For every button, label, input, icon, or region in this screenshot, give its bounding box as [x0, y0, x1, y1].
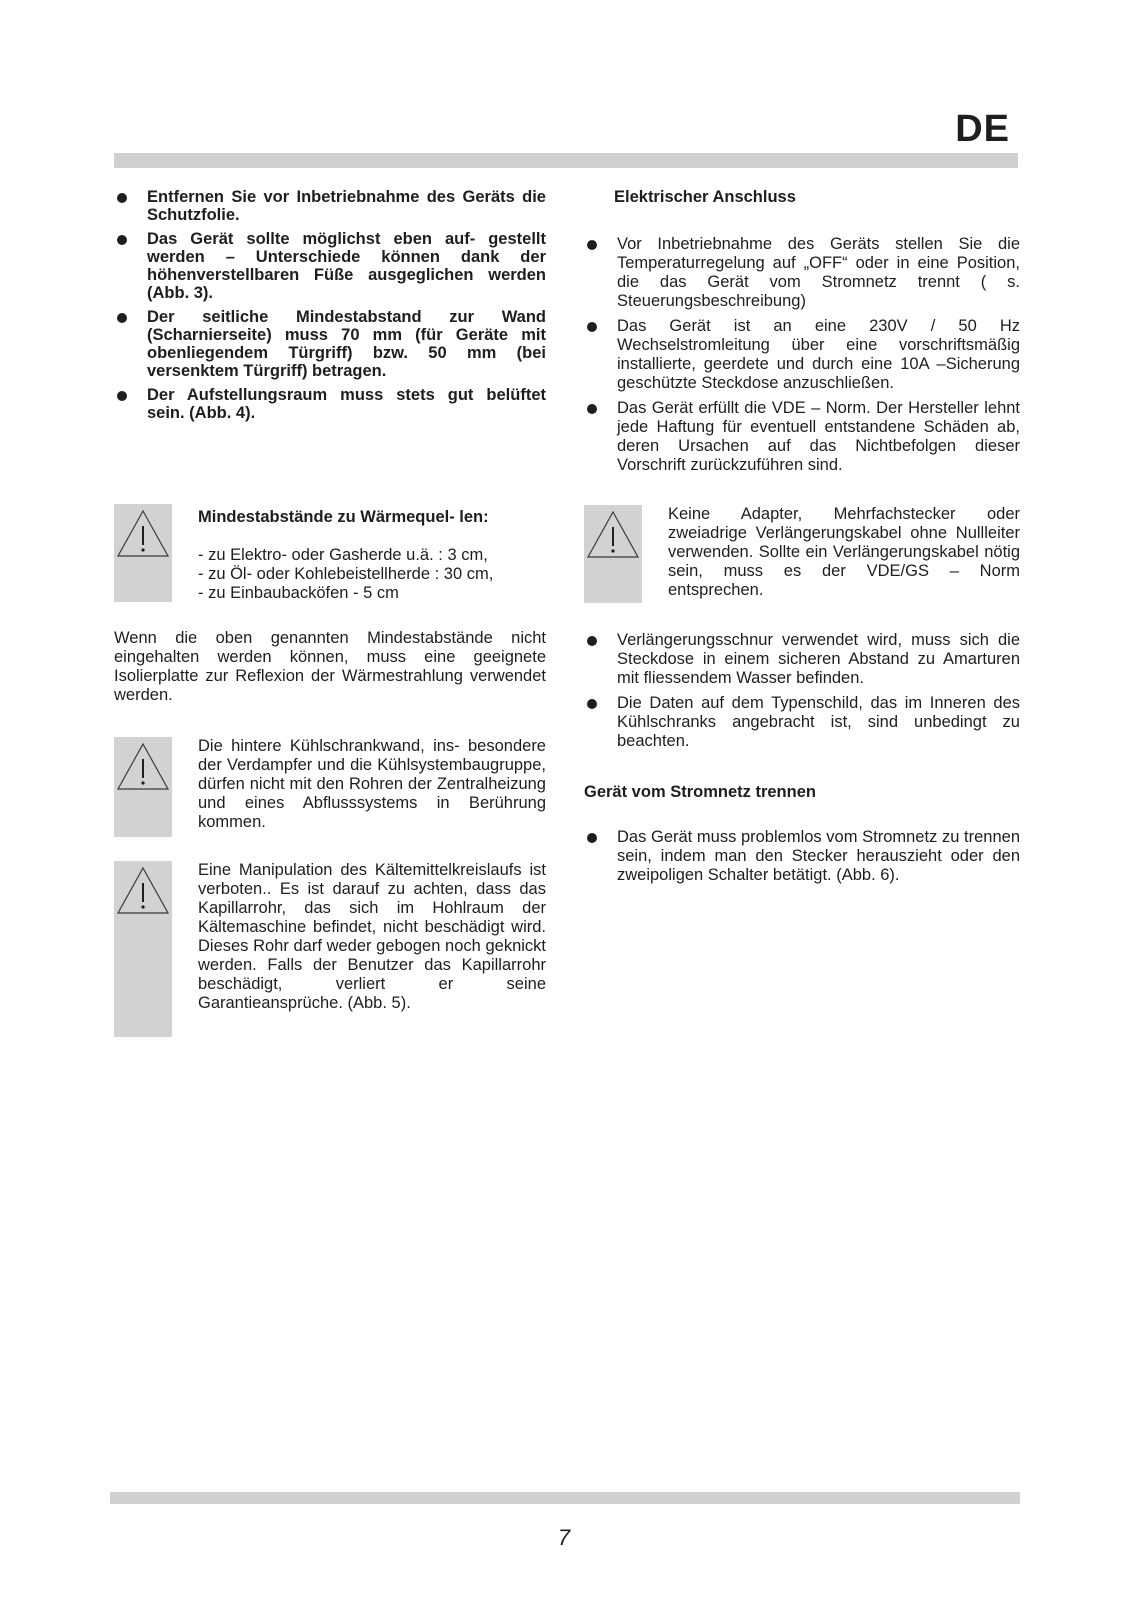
bullet-icon [117, 391, 127, 401]
warning-box [584, 505, 642, 603]
warning-triangle-icon [116, 508, 170, 560]
bullet-icon [587, 699, 597, 709]
warning-triangle-icon [586, 509, 640, 561]
left-column [114, 188, 546, 1037]
list-item: Das Gerät erfüllt die VDE – Norm. Der Hersteller lehnt jede Haftung für eventuell entstandene Schäden ab, deren Ursachen auf das Nichtbefolgen dieser Vorschrift zurückzuführen sind. [584, 399, 1020, 475]
warning-text: Die hintere Kühlschrankwand, ins- besondere der Verdampfer und die Kühlsystembaugruppe, dürfen nicht mit den Rohren der Zentralheizung und eines Abflusssystems in Berührung kommen. [198, 737, 546, 831]
bullet-icon [587, 322, 597, 332]
warning-box [114, 504, 172, 602]
list-item: Verlängerungsschnur verwendet wird, muss sich die Steckdose in einem sicheren Abstand zu Amarturen mit fliessendem Wasser befinden. [584, 631, 1020, 688]
extension-list [584, 631, 1020, 751]
bullet-icon [587, 404, 597, 414]
page-number: 7 [557, 1525, 571, 1550]
warning-triangle-icon [116, 741, 170, 793]
list-item: Der Aufstellungsraum muss stets gut belüftet sein. (Abb. 4). [114, 386, 546, 422]
list-item: Das Gerät muss problemlos vom Stromnetz zu trennen sein, indem man den Stecker herauszieht oder den zweipoligen Schalter betätigt. (Abb. 6). [584, 828, 1020, 885]
section-heading-disconnect: Gerät vom Stromnetz trennen [584, 783, 816, 801]
language-code: DE [955, 108, 1010, 150]
header-divider [114, 153, 1018, 168]
distance-item: - zu Elektro- oder Gasherde u.ä. : 3 cm, [198, 546, 488, 564]
bullet-icon [587, 240, 597, 250]
warning-heat-sources [114, 504, 546, 603]
bullet-icon [117, 193, 127, 203]
insulation-paragraph: Wenn die oben genannten Mindestabstände nicht eingehalten werden können, muss eine geeignete Isolierplatte zur Reflexion der Wärmestrahlung verwendet werden. [114, 629, 546, 704]
footer-divider [110, 1492, 1020, 1504]
warning-title: Mindestabstände zu Wärmequel- len: [198, 508, 489, 526]
distance-item: - zu Öl- oder Kohlebeistellherde : 30 cm, [198, 565, 494, 583]
warning-triangle-icon [116, 865, 170, 917]
warning-box [114, 861, 172, 1037]
right-column [584, 188, 1020, 891]
warning-text: Keine Adapter, Mehrfachstecker oder zweiadrige Verlängerungskabel ohne Nullleiter verwenden. Sollte ein Verlängerungskabel nötig sein, muss es der VDE/GS – Norm entsprechen. [668, 505, 1020, 599]
list-item: Vor Inbetriebnahme des Geräts stellen Sie die Temperaturregelung auf „OFF“ oder in eine Position, die das Gerät vom Stromnetz trennt ( s. Steuerungsbeschreibung) [584, 235, 1020, 311]
list-item: Entfernen Sie vor Inbetriebnahme des Geräts die Schutzfolie. [114, 188, 546, 224]
list-item: Der seitliche Mindestabstand zur Wand (Scharnierseite) muss 70 mm (für Geräte mit obenliegendem Türgriff) bzw. 50 mm (bei versenktem Türgriff) betragen. [114, 308, 546, 380]
warning-box [114, 737, 172, 837]
bullet-icon [587, 636, 597, 646]
bullet-icon [117, 235, 127, 245]
section-heading-electrical: Elektrischer Anschluss [614, 188, 796, 206]
list-item: Das Gerät ist an eine 230V / 50 Hz Wechselstromleitung über eine vorschriftsmäßig installierte, geerdete und durch eine 10A –Sicherung geschützte Steckdose anzuschließen. [584, 317, 1020, 393]
warning-rear-wall [114, 737, 546, 837]
bullet-icon [117, 313, 127, 323]
list-item: Die Daten auf dem Typenschild, das im Inneren des Kühlschranks angebracht ist, sind unbedingt zu beachten. [584, 694, 1020, 751]
warning-text: Eine Manipulation des Kältemittelkreislaufs ist verboten.. Es ist darauf zu achten, dass das Kapillarrohr, das sich im Hohlraum der Kältemaschine befindet, nicht beschädigt wird. Dieses Rohr darf weder gebogen noch geknickt werden. Falls der Benutzer das Kapillarrohr beschädigt, verliert er seine Garantieansprüche. (Abb. 5). [198, 861, 546, 1012]
bullet-icon [587, 833, 597, 843]
distance-item: - zu Einbaubacköfen - 5 cm [198, 584, 399, 602]
warning-refrigerant [114, 861, 546, 1037]
warning-adapters [584, 505, 1020, 603]
electrical-list [584, 235, 1020, 475]
list-item: Das Gerät sollte möglichst eben auf- gestellt werden – Unterschiede können dank der höhenverstellbaren Füße ausgeglichen werden (Abb. 3). [114, 230, 546, 302]
installation-list [114, 188, 546, 422]
disconnect-list [584, 828, 1020, 885]
